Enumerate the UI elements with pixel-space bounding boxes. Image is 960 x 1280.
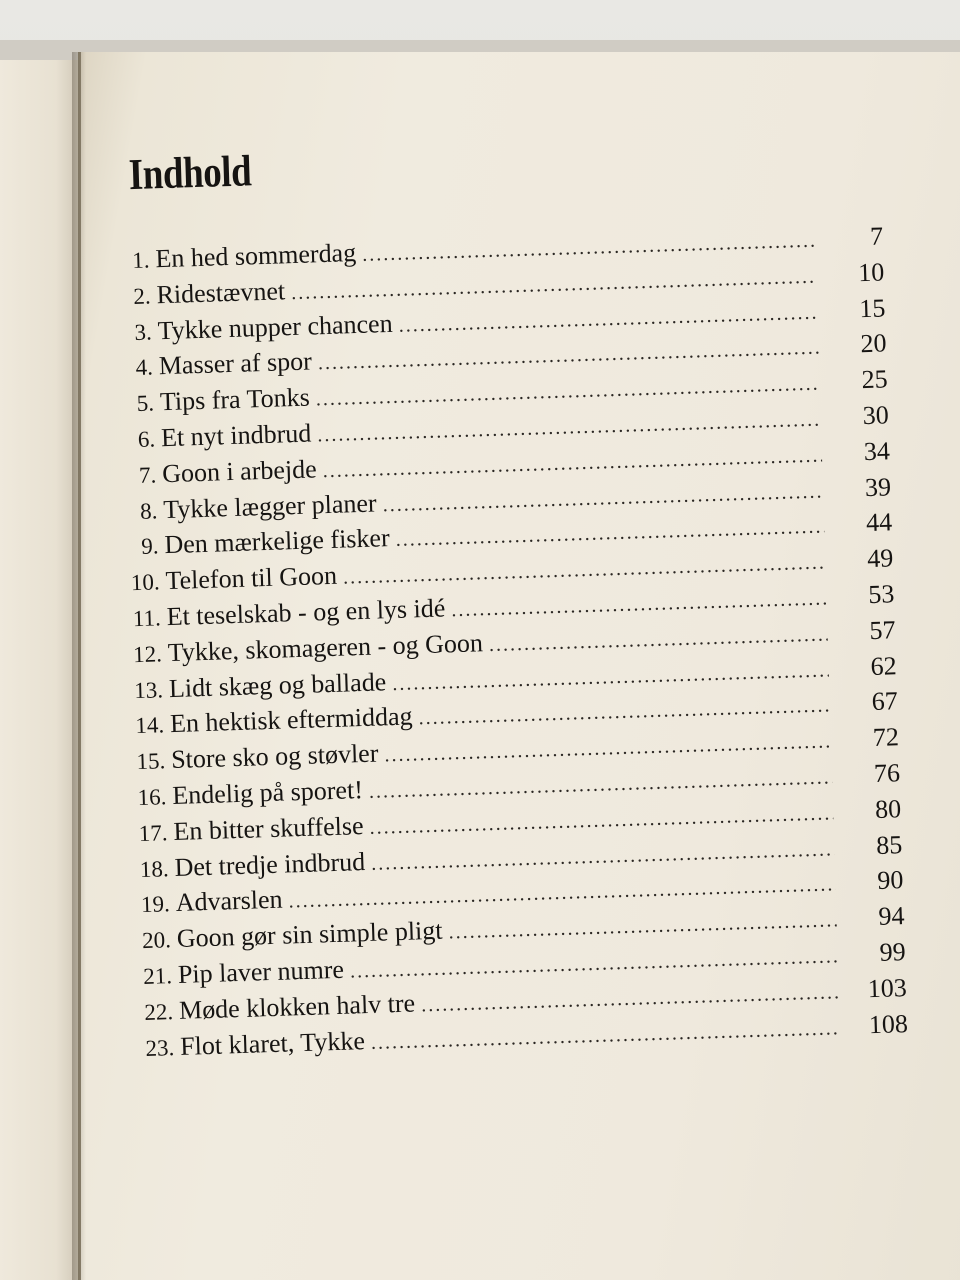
chapter-number: 8. — [139, 497, 158, 524]
page-number: 62 — [870, 650, 898, 681]
chapter-title: Tykke lægger planer — [162, 488, 378, 524]
page-number: 39 — [864, 471, 892, 502]
chapter-number: 4. — [135, 354, 154, 381]
chapter-number: 19. — [140, 891, 171, 918]
chapter-title: Møde klokken halv tre — [178, 988, 416, 1025]
chapter-title: Endelig på sporet! — [171, 775, 364, 810]
chapter-title: Tykke, skomageren - og Goon — [167, 627, 484, 667]
chapter-title: En hed sommerdag — [154, 238, 357, 274]
chapter-title: Tykke nupper chancen — [157, 308, 394, 345]
chapter-title: Telefon til Goon — [165, 560, 338, 596]
chapter-title: Goon i arbejde — [161, 454, 318, 488]
chapter-number: 16. — [137, 784, 167, 811]
chapter-number: 7. — [138, 462, 157, 488]
chapter-title: Tips fra Tonks — [159, 382, 311, 417]
page-number: 20 — [860, 328, 887, 359]
page-number: 76 — [873, 758, 901, 788]
page-number: 94 — [878, 901, 905, 932]
chapter-number: 3. — [134, 319, 153, 345]
page-number: 30 — [862, 400, 890, 431]
chapter-number: 13. — [133, 676, 164, 703]
chapter-number: 5. — [136, 390, 155, 417]
chapter-title: En bitter skuffelse — [172, 810, 364, 846]
page-number: 108 — [868, 1008, 909, 1039]
chapter-title: Flot klaret, Tykke — [179, 1025, 366, 1061]
chapter-title: Det tredje indbrud — [174, 846, 366, 882]
page-number: 90 — [876, 865, 904, 896]
chapter-number: 14. — [134, 712, 165, 739]
page-number: 25 — [861, 364, 889, 395]
chapter-number: 9. — [140, 533, 159, 560]
page-number: 49 — [866, 543, 894, 574]
chapter-number: 12. — [132, 641, 163, 667]
chapter-title: Pip laver numre — [177, 954, 345, 989]
chapter-number: 22. — [143, 998, 174, 1025]
page-number: 10 — [857, 257, 885, 288]
page-number: 44 — [865, 507, 893, 538]
page-number: 99 — [879, 937, 907, 967]
chapter-title: Masser af spor — [158, 346, 313, 381]
page-number: 103 — [867, 972, 908, 1004]
spine-fold — [72, 52, 86, 1280]
chapter-title: Advarslen — [175, 884, 283, 918]
chapter-number: 15. — [136, 748, 166, 775]
page-number: 15 — [858, 293, 886, 323]
page-number: 57 — [869, 615, 896, 645]
chapter-number: 23. — [145, 1034, 175, 1061]
page-number: 85 — [875, 829, 903, 860]
chapter-title: En hektisk eftermiddag — [169, 701, 414, 739]
chapter-title: Et nyt indbrud — [160, 418, 312, 453]
chapter-number: 11. — [132, 605, 162, 632]
chapter-number: 18. — [139, 855, 169, 882]
left-page-edge — [0, 60, 82, 1280]
chapter-number: 6. — [137, 426, 156, 452]
chapter-number: 21. — [142, 963, 173, 989]
page-number: 67 — [871, 686, 899, 717]
chapter-title: Goon gør sin simple pligt — [176, 915, 443, 954]
page-number: 7 — [869, 221, 884, 251]
chapter-title: Store sko og støvler — [170, 738, 379, 775]
page-title: Indhold — [128, 146, 252, 200]
toc-list — [103, 218, 908, 1065]
chapter-number: 2. — [132, 283, 151, 309]
chapter-title: Ridestævnet — [156, 276, 286, 310]
page-number: 72 — [872, 722, 900, 753]
page-number: 80 — [874, 793, 902, 824]
chapter-number: 17. — [138, 819, 168, 846]
page-number: 34 — [863, 436, 891, 466]
chapter-title: Den mærkelige fisker — [163, 523, 391, 560]
chapter-number: 20. — [141, 927, 172, 954]
page-number: 53 — [867, 579, 895, 610]
chapter-number: 10. — [130, 569, 160, 596]
chapter-title: Et teselskab - og en lys idé — [166, 593, 446, 632]
table-of-contents — [100, 125, 908, 1065]
chapter-number: 1. — [131, 247, 150, 274]
chapter-title: Lidt skæg og ballade — [168, 666, 387, 703]
